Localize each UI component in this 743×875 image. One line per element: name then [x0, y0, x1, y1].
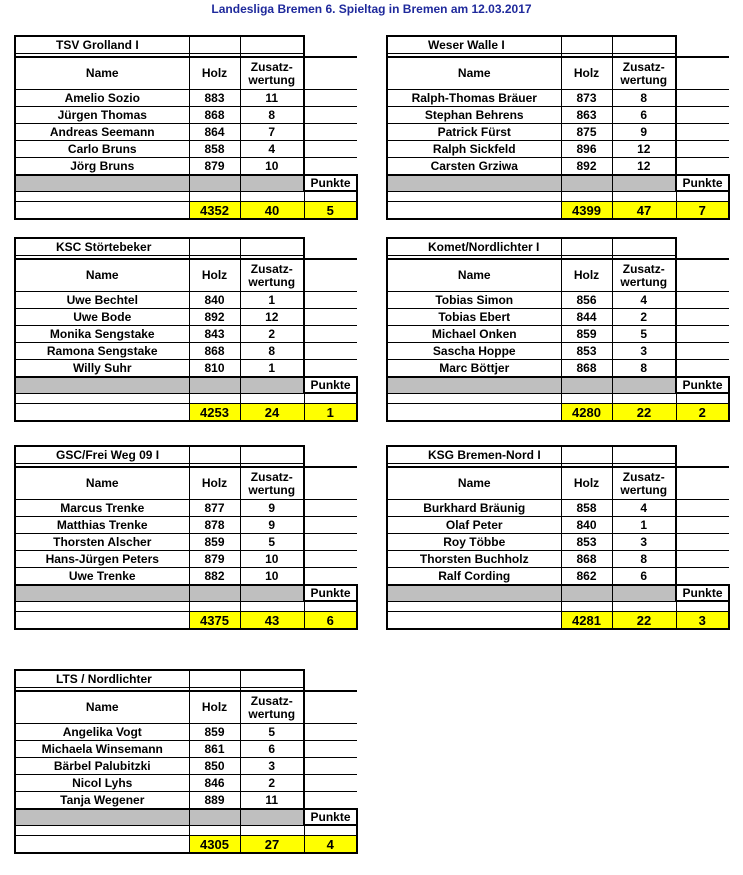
player-name: Stephan Behrens: [387, 107, 561, 124]
total-holz: 4253: [189, 404, 240, 422]
zusatz-label-2: wertung: [620, 72, 668, 87]
player-row: [387, 107, 729, 124]
player-holz: 853: [561, 534, 612, 551]
player-zusatzwertung: 2: [612, 309, 676, 326]
player-row: [15, 724, 357, 741]
player-holz: 843: [189, 326, 240, 343]
player-name: Uwe Bechtel: [15, 292, 189, 309]
player-zusatzwertung: 5: [612, 326, 676, 343]
player-row: [15, 90, 357, 107]
team-punkte: 5: [304, 202, 357, 220]
total-holz: 4352: [189, 202, 240, 220]
player-holz: 859: [189, 724, 240, 741]
player-holz: 868: [561, 360, 612, 378]
player-name: Monika Sengstake: [15, 326, 189, 343]
player-name: Sascha Hoppe: [387, 343, 561, 360]
player-zusatzwertung: 6: [612, 107, 676, 124]
player-name: Ralf Cording: [387, 568, 561, 586]
player-holz: 844: [561, 309, 612, 326]
player-holz: 863: [561, 107, 612, 124]
player-holz: 879: [189, 158, 240, 176]
player-name: Willy Suhr: [15, 360, 189, 378]
player-zusatzwertung: 10: [240, 158, 304, 176]
team-name: Weser Walle I: [387, 36, 561, 54]
player-holz: 853: [561, 343, 612, 360]
holz-column-header: Holz: [189, 467, 240, 500]
player-holz: 846: [189, 775, 240, 792]
player-row: [387, 90, 729, 107]
zusatz-label-2: wertung: [248, 72, 296, 87]
player-zusatzwertung: 6: [612, 568, 676, 586]
player-row: [15, 343, 357, 360]
team-name: LTS / Nordlichter: [15, 670, 189, 688]
punkte-label: Punkte: [676, 585, 729, 601]
zusatzwertung-column-header: [612, 57, 676, 90]
player-name: Ralph Sickfeld: [387, 141, 561, 158]
player-zusatzwertung: 4: [612, 292, 676, 309]
player-zusatzwertung: 9: [240, 500, 304, 517]
holz-column-header: Holz: [189, 259, 240, 292]
player-zusatzwertung: 8: [240, 343, 304, 360]
punkte-label: Punkte: [304, 175, 357, 191]
player-name: Carlo Bruns: [15, 141, 189, 158]
player-holz: 850: [189, 758, 240, 775]
player-name: Tanja Wegener: [15, 792, 189, 810]
player-row: [15, 292, 357, 309]
zusatz-label-1: Zusatz-: [622, 469, 665, 484]
player-zusatzwertung: 8: [240, 107, 304, 124]
player-holz: 859: [561, 326, 612, 343]
player-zusatzwertung: 10: [240, 551, 304, 568]
player-holz: 868: [561, 551, 612, 568]
zusatz-label-2: wertung: [620, 482, 668, 497]
player-holz: 862: [561, 568, 612, 586]
player-name: Thorsten Alscher: [15, 534, 189, 551]
player-name: Tobias Ebert: [387, 309, 561, 326]
player-holz: 873: [561, 90, 612, 107]
name-column-header: Name: [15, 467, 189, 500]
name-column-header: Name: [15, 259, 189, 292]
player-row: [387, 534, 729, 551]
team-name: KSC Störtebeker: [15, 238, 189, 256]
punkte-label: Punkte: [304, 377, 357, 393]
player-name: Bärbel Palubitzki: [15, 758, 189, 775]
player-row: [15, 551, 357, 568]
player-name: Jörg Bruns: [15, 158, 189, 176]
player-holz: 883: [189, 90, 240, 107]
player-holz: 840: [561, 517, 612, 534]
zusatz-label-1: Zusatz-: [622, 261, 665, 276]
player-row: [15, 360, 357, 378]
player-zusatzwertung: 12: [612, 158, 676, 176]
player-zusatzwertung: 12: [240, 309, 304, 326]
player-name: Michaela Winsemann: [15, 741, 189, 758]
player-row: [387, 517, 729, 534]
team-table: [14, 445, 358, 630]
player-holz: 882: [189, 568, 240, 586]
player-zusatzwertung: 9: [240, 517, 304, 534]
player-row: [15, 775, 357, 792]
player-name: Andreas Seemann: [15, 124, 189, 141]
name-column-header: Name: [15, 57, 189, 90]
player-holz: 892: [189, 309, 240, 326]
player-row: [15, 326, 357, 343]
player-holz: 889: [189, 792, 240, 810]
player-name: Hans-Jürgen Peters: [15, 551, 189, 568]
player-zusatzwertung: 5: [240, 534, 304, 551]
player-zusatzwertung: 10: [240, 568, 304, 586]
player-zusatzwertung: 8: [612, 360, 676, 378]
zusatzwertung-column-header: [612, 259, 676, 292]
player-holz: 859: [189, 534, 240, 551]
player-holz: 868: [189, 343, 240, 360]
team-punkte: 7: [676, 202, 729, 220]
player-row: [387, 360, 729, 378]
team-punkte: 3: [676, 612, 729, 630]
player-zusatzwertung: 1: [240, 360, 304, 378]
player-zusatzwertung: 7: [240, 124, 304, 141]
team-table: [386, 237, 730, 422]
total-holz: 4375: [189, 612, 240, 630]
team-punkte: 2: [676, 404, 729, 422]
player-holz: 896: [561, 141, 612, 158]
punkte-label: Punkte: [676, 175, 729, 191]
player-holz: 878: [189, 517, 240, 534]
holz-column-header: Holz: [561, 57, 612, 90]
player-holz: 892: [561, 158, 612, 176]
team-name: TSV Grolland I: [15, 36, 189, 54]
zusatz-label-1: Zusatz-: [250, 59, 293, 74]
player-name: Carsten Grziwa: [387, 158, 561, 176]
player-row: [387, 568, 729, 586]
total-holz: 4399: [561, 202, 612, 220]
player-holz: 868: [189, 107, 240, 124]
player-name: Patrick Fürst: [387, 124, 561, 141]
player-name: Olaf Peter: [387, 517, 561, 534]
player-zusatzwertung: 4: [240, 141, 304, 158]
total-zusatzwertung: 40: [240, 202, 304, 220]
player-zusatzwertung: 11: [240, 792, 304, 810]
punkte-label: Punkte: [676, 377, 729, 393]
team-table: [14, 237, 358, 422]
player-row: [387, 343, 729, 360]
zusatzwertung-column-header: [240, 691, 304, 724]
player-zusatzwertung: 2: [240, 326, 304, 343]
player-name: Tobias Simon: [387, 292, 561, 309]
total-zusatzwertung: 47: [612, 202, 676, 220]
punkte-label: Punkte: [304, 809, 357, 825]
zusatz-label-1: Zusatz-: [250, 693, 293, 708]
player-row: [15, 107, 357, 124]
player-zusatzwertung: 4: [612, 500, 676, 517]
zusatzwertung-column-header: [240, 467, 304, 500]
player-holz: 856: [561, 292, 612, 309]
player-name: Ralph-Thomas Bräuer: [387, 90, 561, 107]
player-row: [387, 158, 729, 176]
total-zusatzwertung: 24: [240, 404, 304, 422]
player-row: [15, 500, 357, 517]
player-zusatzwertung: 3: [240, 758, 304, 775]
player-name: Thorsten Buchholz: [387, 551, 561, 568]
name-column-header: Name: [387, 467, 561, 500]
player-name: Burkhard Bräunig: [387, 500, 561, 517]
player-holz: 864: [189, 124, 240, 141]
player-row: [15, 124, 357, 141]
player-row: [387, 141, 729, 158]
player-row: [387, 500, 729, 517]
team-table: [14, 669, 358, 854]
zusatzwertung-column-header: [240, 57, 304, 90]
team-punkte: 6: [304, 612, 357, 630]
player-holz: 877: [189, 500, 240, 517]
name-column-header: Name: [387, 57, 561, 90]
player-name: Uwe Bode: [15, 309, 189, 326]
total-zusatzwertung: 22: [612, 404, 676, 422]
total-zusatzwertung: 27: [240, 836, 304, 854]
player-row: [387, 326, 729, 343]
player-row: [15, 141, 357, 158]
player-zusatzwertung: 1: [240, 292, 304, 309]
total-holz: 4305: [189, 836, 240, 854]
player-holz: 879: [189, 551, 240, 568]
player-zusatzwertung: 5: [240, 724, 304, 741]
player-row: [15, 309, 357, 326]
punkte-label: Punkte: [304, 585, 357, 601]
zusatz-label-2: wertung: [248, 274, 296, 289]
player-zusatzwertung: 12: [612, 141, 676, 158]
player-zusatzwertung: 6: [240, 741, 304, 758]
player-name: Roy Többe: [387, 534, 561, 551]
player-row: [15, 568, 357, 586]
zusatz-label-1: Zusatz-: [250, 469, 293, 484]
player-row: [15, 792, 357, 810]
team-table: [14, 35, 358, 220]
team-name: KSG Bremen-Nord I: [387, 446, 561, 464]
player-zusatzwertung: 1: [612, 517, 676, 534]
player-zusatzwertung: 2: [240, 775, 304, 792]
player-name: Nicol Lyhs: [15, 775, 189, 792]
player-row: [15, 158, 357, 176]
team-table: [386, 35, 730, 220]
player-name: Jürgen Thomas: [15, 107, 189, 124]
zusatz-label-1: Zusatz-: [250, 261, 293, 276]
page-title: Landesliga Bremen 6. Spieltag in Bremen am 12.03.2017: [211, 2, 532, 16]
zusatz-label-2: wertung: [620, 274, 668, 289]
player-name: Marcus Trenke: [15, 500, 189, 517]
player-holz: 810: [189, 360, 240, 378]
team-name: Komet/Nordlichter I: [387, 238, 561, 256]
player-name: Michael Onken: [387, 326, 561, 343]
total-zusatzwertung: 43: [240, 612, 304, 630]
team-name: GSC/Frei Weg 09 I: [15, 446, 189, 464]
player-row: [387, 292, 729, 309]
player-holz: 858: [561, 500, 612, 517]
total-holz: 4280: [561, 404, 612, 422]
name-column-header: Name: [387, 259, 561, 292]
player-zusatzwertung: 9: [612, 124, 676, 141]
total-zusatzwertung: 22: [612, 612, 676, 630]
player-name: Uwe Trenke: [15, 568, 189, 586]
holz-column-header: Holz: [561, 259, 612, 292]
zusatz-label-2: wertung: [248, 706, 296, 721]
player-row: [387, 551, 729, 568]
player-row: [15, 758, 357, 775]
zusatz-label-2: wertung: [248, 482, 296, 497]
holz-column-header: Holz: [189, 57, 240, 90]
team-punkte: 1: [304, 404, 357, 422]
player-zusatzwertung: 8: [612, 90, 676, 107]
holz-column-header: Holz: [561, 467, 612, 500]
team-table: [386, 445, 730, 630]
player-row: [15, 517, 357, 534]
player-row: [387, 309, 729, 326]
player-name: Ramona Sengstake: [15, 343, 189, 360]
player-name: Matthias Trenke: [15, 517, 189, 534]
name-column-header: Name: [15, 691, 189, 724]
player-zusatzwertung: 8: [612, 551, 676, 568]
player-name: Angelika Vogt: [15, 724, 189, 741]
player-holz: 861: [189, 741, 240, 758]
player-row: [15, 534, 357, 551]
player-name: Amelio Sozio: [15, 90, 189, 107]
player-name: Marc Böttjer: [387, 360, 561, 378]
total-holz: 4281: [561, 612, 612, 630]
player-holz: 875: [561, 124, 612, 141]
holz-column-header: Holz: [189, 691, 240, 724]
zusatz-label-1: Zusatz-: [622, 59, 665, 74]
player-holz: 858: [189, 141, 240, 158]
player-zusatzwertung: 3: [612, 534, 676, 551]
player-zusatzwertung: 3: [612, 343, 676, 360]
player-zusatzwertung: 11: [240, 90, 304, 107]
zusatzwertung-column-header: [240, 259, 304, 292]
player-row: [15, 741, 357, 758]
team-punkte: 4: [304, 836, 357, 854]
player-row: [387, 124, 729, 141]
zusatzwertung-column-header: [612, 467, 676, 500]
player-holz: 840: [189, 292, 240, 309]
